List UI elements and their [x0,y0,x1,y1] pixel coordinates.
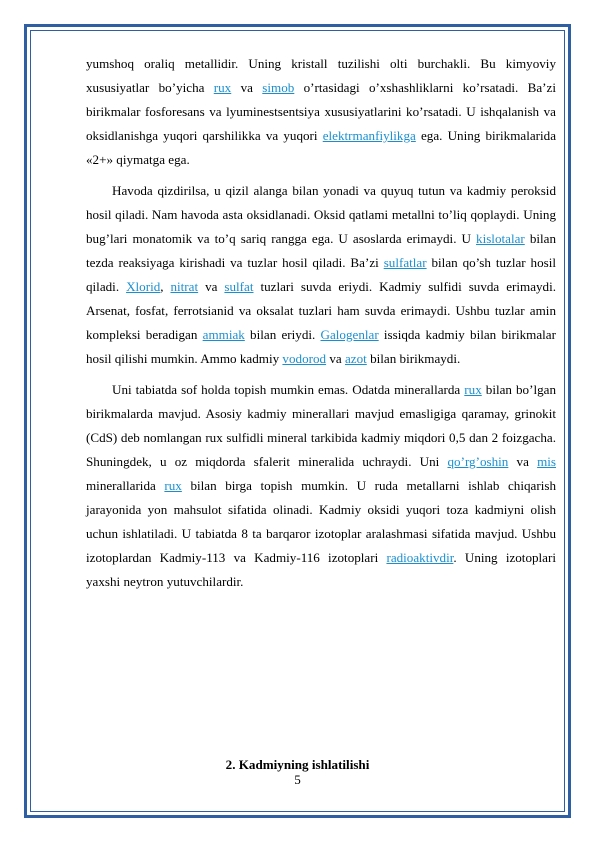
link-mis[interactable]: mis [537,454,556,469]
link-azot[interactable]: azot [344,351,367,366]
text: bilan qo’sh tuzlar hosil qiladi. [86,255,557,294]
text: ega. Uning birikmalarida «2+» qiymatga ega. [86,128,557,167]
link-rux[interactable]: rux [164,478,182,493]
link-kislotalar[interactable]: kislotalar [476,231,525,246]
text: bilan bo’lgan birikmalarda mavjud. Asosiy kadmiy minerallari mavjud emasligiga qaramay, grinokit (CdS) deb nomlangan rux sulfidli mineral tarkibida kadmiy miqdori 0,5 dan 2 foizgacha. Shuningdek, u oz miqdorda sfalerit mineralida uchraydi. Uni [86,382,556,469]
link-elektrmanfiylikga[interactable]: elektrmanfiylikga [322,128,416,143]
link-radioaktivdir[interactable]: radioaktivdir [386,550,454,565]
link-ammiak[interactable]: ammiak [202,327,245,342]
text: , [160,279,171,294]
text: va [508,454,538,469]
text: yumshoq oraliq metallidir. Uning kristall tuzilishi olti burchakli. Bu kimyoviy xususiyatlar bo’yicha [86,56,556,95]
text: va [231,80,263,95]
text: . Uning izotoplari yaxshi neytron yutuvchilardir. [86,550,556,589]
link-xlorid[interactable]: Xlorid [126,279,161,294]
text: va [326,351,345,366]
text: bilan birikmaydi. [366,351,461,366]
text: va [198,279,225,294]
paragraph-3 [86,378,556,594]
text: o’rtasidagi o’xshashliklarni ko’rsatadi. Ba’zi birikmalar fosforesans va lyuminestsentsiya xususiyatlarini ko’rsatadi. U ishqalanish va oksidlanishga yuqori qarshilikka va yuqori [86,80,556,143]
link-qorgoshin[interactable]: qo’rg’oshin [447,454,509,469]
link-nitrat[interactable]: nitrat [170,279,199,294]
text: Uni tabiatda sof holda topish mumkin emas. Odatda minerallarda [112,382,465,397]
link-sulfatlar[interactable]: sulfatlar [383,255,427,270]
text: Havoda qizdirilsa, u qizil alanga bilan yonadi va quyuq tutun va kadmiy peroksid hosil qiladi. Nam havoda asta oksidlanadi. Oksid qatlami metallni to’liq qoplaydi. Uning bug’lari monatomik va to’q sariq rangga ega. U asoslarda erimaydi. U [86,183,556,246]
paragraph-1 [86,52,556,172]
text: bilan birga topish mumkin. U ruda metallarni ishlab chiqarish jarayonida yon mahsulot sifatida olinadi. Kadmiy oksidi yuqori toza kadmiyni olish uchun ishlatiladi. U tabiatda 8 ta barqaror izotoplar aralashmasi sifatida mavjud. Ushbu izotoplardan Kadmiy-113 va Kadmiy-116 izotoplari [86,478,556,565]
page-number: 5 [294,772,301,787]
link-sulfat[interactable]: sulfat [224,279,254,294]
text: issiqda kadmiy bilan birikmalar hosil qilishi mumkin. Ammo kadmiy [86,327,556,366]
link-vodorod[interactable]: vodorod [282,351,327,366]
link-rux[interactable]: rux [464,382,482,397]
text: bilan eriydi. [244,327,321,342]
paragraph-2 [86,179,556,371]
link-rux[interactable]: rux [213,80,232,95]
text: minerallarida [86,478,165,493]
document-body [86,52,556,594]
text: tuzlari suvda eriydi. Kadmiy sulfidi suvda erimaydi. Arsenat, fosfat, ferrotsianid va oksalat tuzlari ham suvda erimaydi. Ushbu tuzlar amin kompleksi beradigan [86,279,557,342]
link-simob[interactable]: simob [262,80,295,95]
link-galogenlar[interactable]: Galogenlar [320,327,379,342]
section-heading: 2. Kadmiyning ishlatilishi [225,757,370,772]
text: bilan tezda reaksiyaga kirishadi va tuzlar hosil qiladi. Ba’zi [86,231,556,270]
